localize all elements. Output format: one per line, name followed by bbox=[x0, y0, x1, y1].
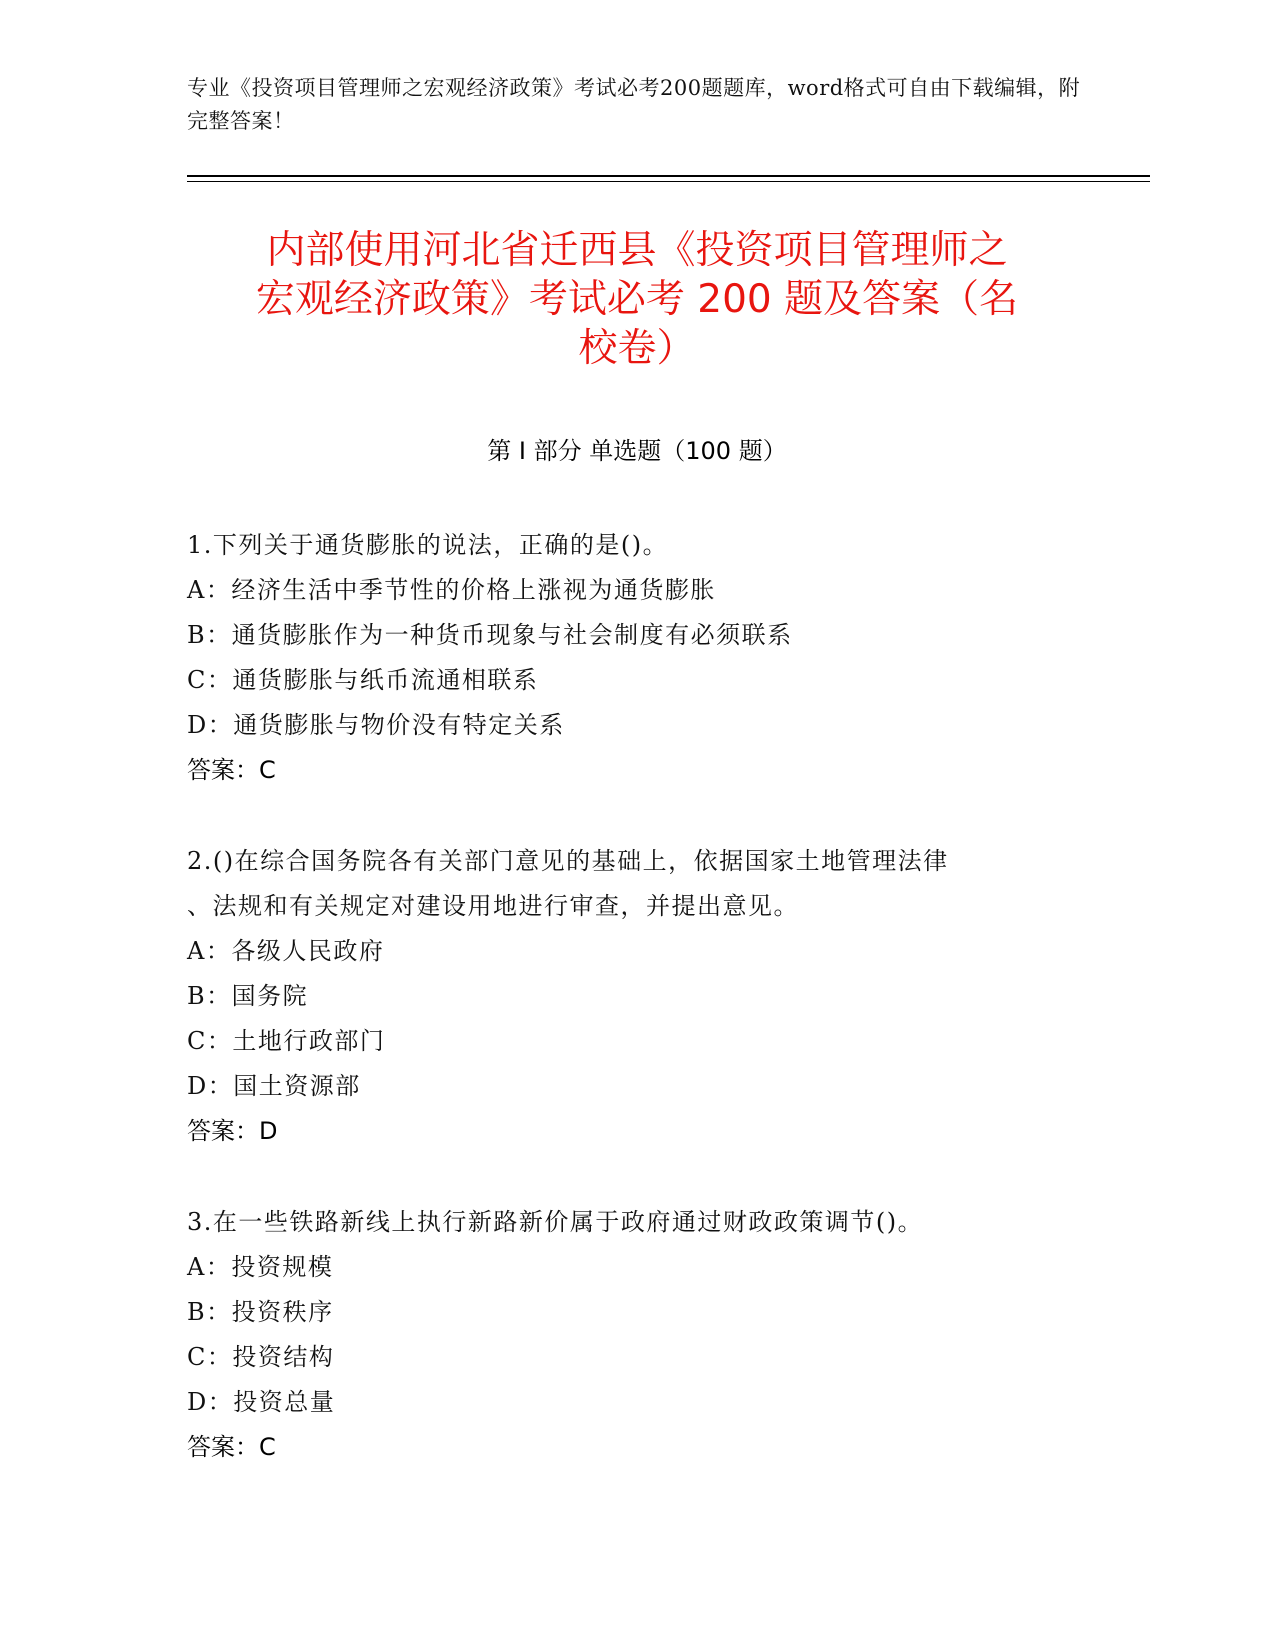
question-2 bbox=[187, 839, 1087, 1154]
question-stem-line-1: 2.()在综合国务院各有关部门意见的基础上，依据国家土地管理法律 bbox=[187, 847, 949, 875]
option-d: D：投资总量 bbox=[187, 1388, 336, 1416]
question-1 bbox=[187, 523, 1087, 793]
option-d: D：国土资源部 bbox=[187, 1072, 361, 1100]
answer-label: 答案：C bbox=[187, 1433, 276, 1461]
document-title bbox=[187, 226, 1087, 373]
question-stem: 3.在一些铁路新线上执行新路新价属于政府通过财政政策调节()。 bbox=[187, 1208, 924, 1236]
option-a: A：投资规模 bbox=[187, 1253, 334, 1281]
option-a: A：经济生活中季节性的价格上涨视为通货膨胀 bbox=[187, 576, 716, 604]
question-3 bbox=[187, 1200, 1087, 1470]
title-line-2: 宏观经济政策》考试必考 200 题及答案（名 bbox=[255, 277, 1019, 322]
option-c: C：投资结构 bbox=[187, 1343, 335, 1371]
option-b: B：国务院 bbox=[187, 982, 309, 1010]
title-line-1: 内部使用河北省迁西县《投资项目管理师之 bbox=[266, 228, 1008, 273]
option-b: B：投资秩序 bbox=[187, 1298, 334, 1326]
header-divider-thick bbox=[187, 175, 1150, 177]
answer-label: 答案：D bbox=[187, 1117, 278, 1145]
answer-label: 答案：C bbox=[187, 756, 276, 784]
header-divider-thin bbox=[187, 181, 1150, 182]
option-c: C：通货膨胀与纸币流通相联系 bbox=[187, 666, 539, 694]
question-list bbox=[187, 523, 1087, 1516]
question-stem: 1.下列关于通货膨胀的说法，正确的是()。 bbox=[187, 531, 669, 559]
option-a: A：各级人民政府 bbox=[187, 937, 385, 965]
question-stem-line-2: 、法规和有关规定对建设用地进行审查，并提出意见。 bbox=[187, 892, 799, 920]
option-c: C：土地行政部门 bbox=[187, 1027, 386, 1055]
header-note: 专业《投资项目管理师之宏观经济政策》考试必考200题题库，word格式可自由下载编辑，附完整答案！ bbox=[187, 76, 1081, 133]
option-b: B：通货膨胀作为一种货币现象与社会制度有必须联系 bbox=[187, 621, 793, 649]
section-heading: 第 I 部分 单选题（100 题） bbox=[487, 437, 787, 465]
title-line-3: 校卷） bbox=[578, 326, 696, 371]
option-d: D：通货膨胀与物价没有特定关系 bbox=[187, 711, 565, 739]
